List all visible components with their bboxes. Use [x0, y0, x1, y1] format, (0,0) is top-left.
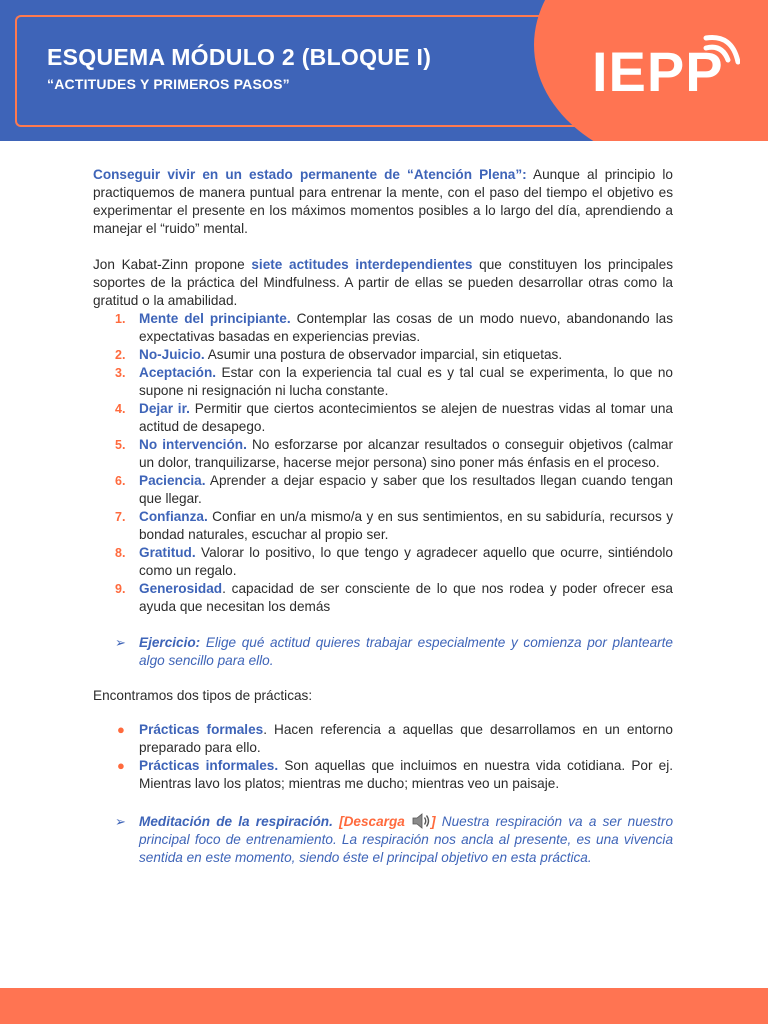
attitude-name: Mente del principiante. [139, 311, 291, 326]
list-item [93, 508, 673, 544]
kabat-paragraph [93, 256, 673, 310]
list-number: 3. [115, 366, 126, 380]
signal-wave-icon [700, 34, 740, 68]
bullet-icon: ● [117, 758, 125, 773]
bullet-icon: ● [117, 722, 125, 737]
practices-list [93, 721, 673, 793]
list-number: 1. [115, 312, 126, 326]
list-number: 6. [115, 474, 126, 488]
practice-name: Prácticas informales. [139, 758, 279, 773]
attitude-desc: No esforzarse por alcanzar resultados o conseguir objetivos (calmar un dolor, tranquilizarse, hacerse mejor persona) sino poner más énfasis en el proceso. [139, 437, 674, 470]
attitude-name: Confianza. [139, 509, 208, 524]
footer-bar [0, 988, 768, 1024]
attitude-name: No intervención. [139, 437, 247, 452]
attitude-desc: Estar con la experiencia tal cual es y tal cual se experimenta, lo que no supone ni resignación ni lucha constante. [139, 365, 673, 398]
attitude-desc: Asumir una postura de observador imparcial, sin etiquetas. [204, 347, 563, 362]
attitudes-list [93, 310, 673, 616]
list-number: 9. [115, 582, 126, 596]
intro-paragraph [93, 166, 673, 238]
list-item [93, 472, 673, 508]
attitude-name: Generosidad [139, 581, 223, 596]
kabat-text-before: Jon Kabat-Zinn propone [93, 257, 252, 272]
page-title: ESQUEMA MÓDULO 2 (BLOQUE I) [47, 44, 432, 70]
meditation-label: Meditación de la respiración. [139, 814, 333, 829]
attitude-desc: Contemplar las cosas de un modo nuevo, abandonando las expectativas basadas en experiencias previas. [139, 311, 673, 344]
meditation-text: Nuestra respiración va a ser nuestro principal foco de entrenamiento. La respiración nos ancla al presente, es una vivencia sentida en este momento, siendo éste el principal objetivo en esta práctica. [139, 814, 674, 865]
list-item [93, 310, 673, 346]
attitude-desc: . capacidad de ser consciente de lo que nos rodea y poder ofrecer esa ayuda que necesitan los demás [139, 581, 673, 614]
speaker-icon[interactable] [411, 813, 431, 829]
document-body [93, 166, 673, 867]
exercise-label: Ejercicio: [139, 635, 201, 650]
download-label[interactable]: [Descarga [332, 814, 412, 829]
attitude-desc: Valorar lo positivo, lo que tengo y agradecer aquello que ocurre, sintiéndolo como un regalo. [139, 545, 673, 578]
practice-desc: Son aquellas que incluimos en nuestra vida cotidiana. Por ej. Mientras lavo los platos; mientras me ducho; mientras veo un paisaje. [139, 758, 673, 791]
list-item [93, 364, 673, 400]
brand-logo: IEPP [592, 40, 724, 103]
attitude-desc: Confiar en un/a mismo/a y en sus sentimientos, en su sabiduría, recursos y bondad naturales, escuchar al propio ser. [139, 509, 673, 542]
download-link[interactable] [333, 814, 436, 829]
exercise-note [93, 634, 673, 670]
list-number: 4. [115, 402, 126, 416]
list-item [93, 400, 673, 436]
attitude-name: Aceptación. [139, 365, 217, 380]
list-item [93, 346, 673, 364]
attitude-name: Gratitud. [139, 545, 196, 560]
list-item [93, 580, 673, 616]
intro-highlight: Conseguir vivir en un estado permanente de “Atención Plena”: [93, 167, 527, 182]
attitude-desc: Permitir que ciertos acontecimientos se alejen de nuestras vidas al tomar una actitud de desapego. [139, 401, 673, 434]
arrow-bullet-icon: ➢ [115, 814, 126, 829]
practice-name: Prácticas formales [139, 722, 264, 737]
attitude-desc: Aprender a dejar espacio y saber que los resultados llegan cuando tengan que llegar. [139, 473, 673, 506]
list-number: 7. [115, 510, 126, 524]
kabat-highlight: siete actitudes interdependientes [251, 257, 473, 272]
list-item [93, 721, 673, 757]
attitude-name: Paciencia. [139, 473, 206, 488]
attitude-name: No-Juicio. [139, 347, 205, 362]
arrow-bullet-icon: ➢ [115, 635, 126, 650]
kabat-text-after: que constituyen los principales soportes de la práctica del Mindfulness. A partir de ellas se pueden desarrollar otras como la gratitud o la amabilidad. [93, 257, 673, 308]
list-item [93, 436, 673, 472]
intro-text: Aunque al principio lo practiquemos de manera puntual para entrenar la mente, con el paso del tiempo el objetivo es experimentar el presente en los máximos momentos posibles a lo largo del día, aprendiendo a manejar el “ruido” mental. [93, 167, 673, 236]
practice-desc: . Hacen referencia a aquellas que desarrollamos en un entorno preparado para ello. [139, 722, 673, 755]
attitude-name: Dejar ir. [139, 401, 190, 416]
header-banner [0, 0, 768, 141]
practices-intro: Encontramos dos tipos de prácticas: [93, 688, 313, 703]
list-number: 2. [115, 348, 126, 362]
list-number: 8. [115, 546, 126, 560]
list-item [93, 544, 673, 580]
download-close[interactable]: ] [431, 814, 436, 829]
exercise-text: Elige qué actitud quieres trabajar especialmente y comienza por plantearte algo sencillo para ello. [139, 635, 673, 668]
list-number: 5. [115, 438, 126, 452]
meditation-note [93, 813, 673, 867]
page-subtitle: “ACTITUDES Y PRIMEROS PASOS” [47, 76, 290, 92]
list-item [93, 757, 673, 793]
header-title-frame [15, 15, 575, 127]
